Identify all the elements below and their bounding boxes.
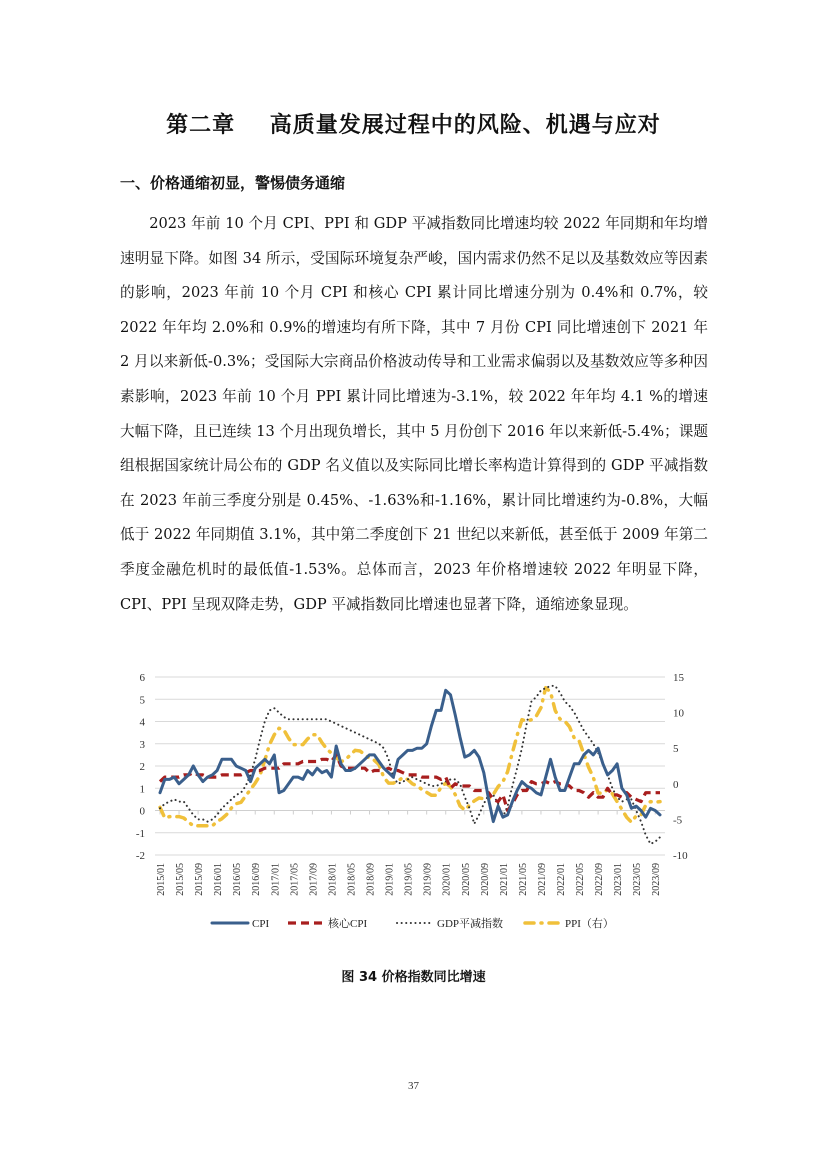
x-tick-label: 2023/01 — [613, 863, 625, 896]
x-tick-label: 2017/05 — [289, 863, 301, 896]
left-tick-label: 6 — [139, 672, 145, 684]
x-tick-label: 2016/01 — [213, 863, 225, 896]
legend-item-cpi — [212, 918, 269, 930]
legend-item-gdp-deflator — [397, 916, 503, 930]
left-tick-label: 2 — [139, 761, 145, 773]
right-tick-label: 0 — [673, 778, 679, 791]
right-tick-label: 5 — [673, 743, 679, 756]
legend-label: PPI（右） — [565, 918, 614, 930]
right-y-axis — [673, 672, 688, 862]
series-lines — [160, 686, 660, 844]
page-number: 37 — [408, 1080, 419, 1092]
left-tick-label: 3 — [139, 738, 145, 751]
left-tick-label: 4 — [139, 716, 145, 729]
right-tick-label: -5 — [673, 814, 683, 827]
legend-item-core-cpi — [288, 916, 367, 930]
x-tick-label: 2018/01 — [327, 863, 339, 896]
left-tick-label: -2 — [135, 850, 145, 862]
body-paragraph: 2023 年前 10 个月 CPI、PPI 和 GDP 平减指数同比增速均较 2022 年同期和年均增速明显下降。如图 34 所示，受国际环境复杂严峻，国内需求仍然不足以及基数效应等因素的影响，2023 年前 10 个月 CPI 和核心 CPI 累计同比增速分别为 0.4%和 0.7%，较 2022 年年均 2.0%和 0.9%的增速均有所下降，其中 7 月份 CPI 同比增速创下 2021 年 2 月以来新低-0.3%；受国际大宗商品价格波动传导和工业需求偏弱以及基数效应等多种因素影响，2023 年前 10 个月 PPI 累计同比增速为-3.1%，较 2022 年年均 4.1 %的增速大幅下降，且已连续 13 个月出现负增长，其中 5 月份创下 2016 年以来新低-5.4%；课题组根据国家统计局公布的 GDP 名义值以及实际同比增长率构造计算得到的 GDP 平减指数在 2023 年前三季度分别是 0.45%、-1.63%和-1.16%，累计同比增速约为-0.8%，大幅低于 2022 年同期值 3.1%，其中第二季度创下 21 世纪以来新低，甚至低于 2009 年第二季度金融危机时的最低值-1.53%。总体而言，2023 年价格增速较 2022 年明显下降，CPI、PPI 呈现双降走势，GDP 平减指数同比增速也显著下降，通缩迹象显现。 — [120, 215, 708, 613]
x-tick-label: 2015/01 — [156, 863, 167, 896]
left-tick-label: 0 — [139, 805, 145, 818]
left-tick-label: 5 — [139, 694, 145, 707]
x-tick-label: 2017/09 — [308, 863, 320, 896]
chart-canvas — [0, 650, 827, 950]
figure-caption: 图 34 价格指数同比增速 — [341, 970, 486, 985]
legend-label: CPI — [252, 918, 270, 930]
right-tick-label: -10 — [673, 850, 688, 862]
x-tick-label: 2019/09 — [422, 863, 434, 896]
section-title: 一、价格通缩初显，警惕债务通缩 — [120, 174, 346, 192]
x-tick-label: 2022/01 — [556, 863, 567, 896]
x-axis — [156, 811, 662, 896]
x-tick-label: 2015/05 — [175, 863, 187, 896]
x-tick-label: 2023/05 — [632, 863, 644, 896]
x-tick-label: 2020/05 — [460, 863, 472, 896]
left-y-axis — [136, 672, 146, 862]
legend-item-ppi — [525, 917, 614, 930]
x-tick-label: 2018/09 — [365, 863, 377, 896]
legend-label: GDP平减指数 — [437, 918, 504, 930]
left-tick-label: 1 — [139, 783, 145, 796]
x-tick-label: 2019/01 — [384, 863, 396, 896]
chart-legend — [212, 916, 614, 930]
right-tick-label: 10 — [673, 707, 684, 720]
x-tick-label: 2021/09 — [536, 863, 548, 896]
x-tick-label: 2017/01 — [270, 863, 282, 896]
chapter-title: 第二章 高质量发展过程中的风险、机遇与应对 — [166, 113, 661, 138]
series-line-ppi — [160, 688, 660, 826]
x-tick-label: 2022/05 — [575, 863, 587, 896]
legend-label: 核心CPI — [328, 918, 368, 930]
right-tick-label: 15 — [673, 672, 684, 684]
x-tick-label: 2020/09 — [479, 863, 491, 896]
x-tick-label: 2019/05 — [403, 863, 415, 896]
x-tick-label: 2016/09 — [251, 863, 263, 896]
x-tick-label: 2021/05 — [517, 863, 529, 896]
left-tick-label: -1 — [135, 827, 145, 840]
x-tick-label: 2015/09 — [194, 863, 206, 896]
price-index-chart — [0, 650, 827, 950]
x-tick-label: 2022/09 — [594, 863, 606, 896]
x-tick-label: 2023/09 — [651, 863, 663, 896]
x-tick-label: 2016/05 — [232, 863, 244, 896]
x-tick-label: 2020/01 — [441, 863, 453, 896]
x-tick-label: 2021/01 — [498, 863, 510, 896]
x-tick-label: 2018/05 — [346, 863, 358, 896]
